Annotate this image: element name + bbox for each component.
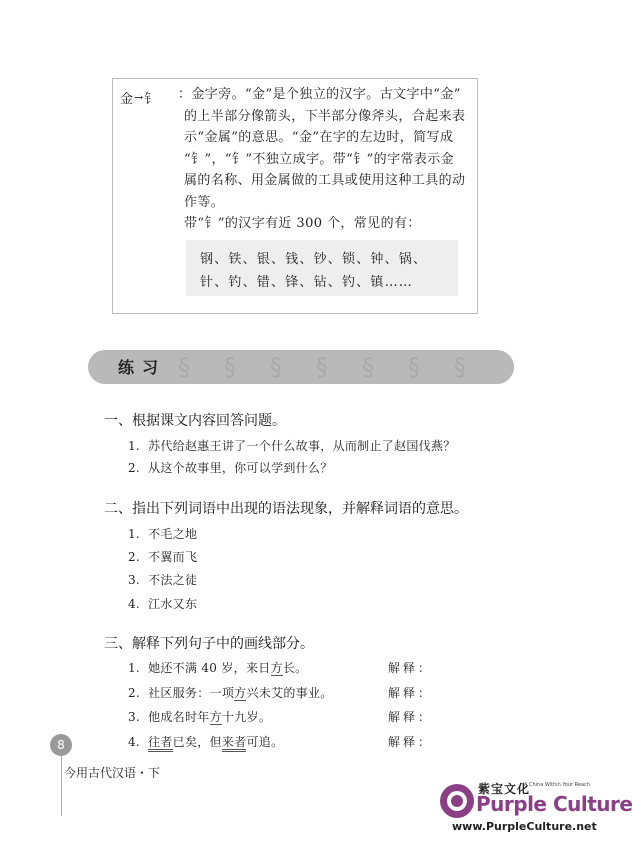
watermark-url: www.PurpleCulture.net: [452, 820, 597, 833]
answer-label: 解释：: [388, 661, 434, 675]
item-text: 她还不满 40 岁，来日: [148, 661, 271, 675]
item-text: 长。: [282, 661, 308, 675]
question-item: [128, 525, 197, 542]
deco-icon: §: [316, 353, 328, 381]
radical-simplified: 钅: [144, 92, 158, 107]
item-text: 十九岁。: [221, 710, 272, 724]
item-text: 江水又东: [148, 597, 198, 611]
deco-icon: §: [454, 353, 466, 381]
examples-box: [186, 240, 458, 296]
question-item: [128, 571, 197, 588]
radical-description: [178, 84, 474, 235]
question-item: [128, 684, 333, 701]
question-item: [128, 595, 197, 612]
radical-char: 金: [120, 92, 134, 107]
question-item: [128, 708, 271, 725]
item-number: 4.: [128, 735, 141, 749]
item-text: 苏代给赵惠王讲了一个什么故事，从而制止了赵国伐燕？: [148, 439, 456, 453]
underlined-text: 往者: [148, 735, 173, 752]
footer-divider: [61, 756, 62, 816]
question-item: [128, 459, 333, 476]
section-title: 二、指出下列词语中出现的语法现象，并解释词语的意思。: [104, 501, 468, 517]
watermark-brand: Purple Culture: [476, 792, 632, 816]
question-item: [128, 659, 307, 676]
item-text: 不法之徒: [148, 573, 198, 587]
item-number: 3.: [128, 573, 141, 587]
item-number: 3.: [128, 710, 141, 724]
item-text: 不翼而飞: [148, 550, 198, 564]
item-text: 兴未艾的事业。: [246, 686, 333, 700]
item-text: 他成名时年: [148, 710, 210, 724]
arrow-icon: →: [134, 91, 144, 104]
watermark-cn: 紫宝文化: [478, 782, 531, 796]
deco-icon: §: [224, 353, 236, 381]
item-number: 4.: [128, 597, 141, 611]
purple-culture-logo-icon: [440, 784, 474, 818]
book-title: 今用古代汉语・下: [64, 766, 161, 780]
desc-line: 示“金属”的意思。“金”在字的左边时，简写成: [184, 130, 454, 145]
underlined-text: 方: [270, 661, 283, 675]
deco-icon: §: [270, 353, 282, 381]
deco-icon: §: [408, 353, 420, 381]
watermark-tagline: A China Within Your Reach: [524, 782, 590, 788]
section-title: 一、根据课文内容回答问题。: [104, 413, 286, 429]
item-number: 2.: [128, 686, 141, 700]
examples-row: 钢、铁、银、钱、钞、锁、钟、锅、: [200, 252, 428, 267]
answer-label: 解释：: [388, 686, 434, 700]
answer-label: 解释：: [388, 710, 434, 724]
item-number: 2.: [128, 550, 141, 564]
item-text: 不毛之地: [148, 527, 198, 541]
answer-label: 解释：: [388, 735, 434, 749]
item-number: 1.: [128, 439, 141, 453]
underlined-text: 来者: [222, 735, 247, 752]
desc-line: “钅”，“钅”不独立成字。带“钅”的字常表示金: [184, 151, 455, 167]
question-item: [128, 437, 456, 454]
exercise-banner: [88, 350, 514, 384]
question-item: [128, 548, 197, 565]
item-text: 从这个故事里，你可以学到什么？: [148, 461, 333, 475]
desc-line: 的上半部分像箭头，下半部分像斧头，合起来表: [184, 108, 466, 124]
item-number: 2.: [128, 461, 141, 475]
desc-line: 属的名称、用金属做的工具或使用这种工具的动: [184, 173, 466, 188]
item-text: 社区服务：一项: [148, 686, 235, 700]
section-title: 三、解释下列句子中的画线部分。: [104, 636, 314, 652]
desc-line: ：金字旁。“金”是个独立的汉字。古文字中“金”: [178, 87, 461, 102]
item-text: 已矣，但: [172, 735, 222, 749]
radical-header: [120, 88, 157, 107]
desc-line: 带“钅”的汉字有近 300 个，常见的有：: [184, 216, 421, 231]
item-number: 1.: [128, 527, 141, 541]
deco-icon: §: [362, 353, 374, 381]
item-text: 可追。: [246, 735, 284, 749]
exercise-title: 练习: [118, 358, 167, 377]
logo-core: [451, 795, 463, 807]
underlined-text: 方: [234, 686, 247, 700]
deco-icon: §: [178, 353, 190, 381]
examples-row: 针、钓、错、锋、钻、钓、镇……: [200, 275, 414, 290]
page-number: 8: [50, 734, 72, 756]
item-number: 1.: [128, 661, 141, 675]
desc-line: 作等。: [184, 194, 225, 210]
underlined-text: 方: [209, 710, 222, 724]
question-item: [128, 733, 283, 750]
